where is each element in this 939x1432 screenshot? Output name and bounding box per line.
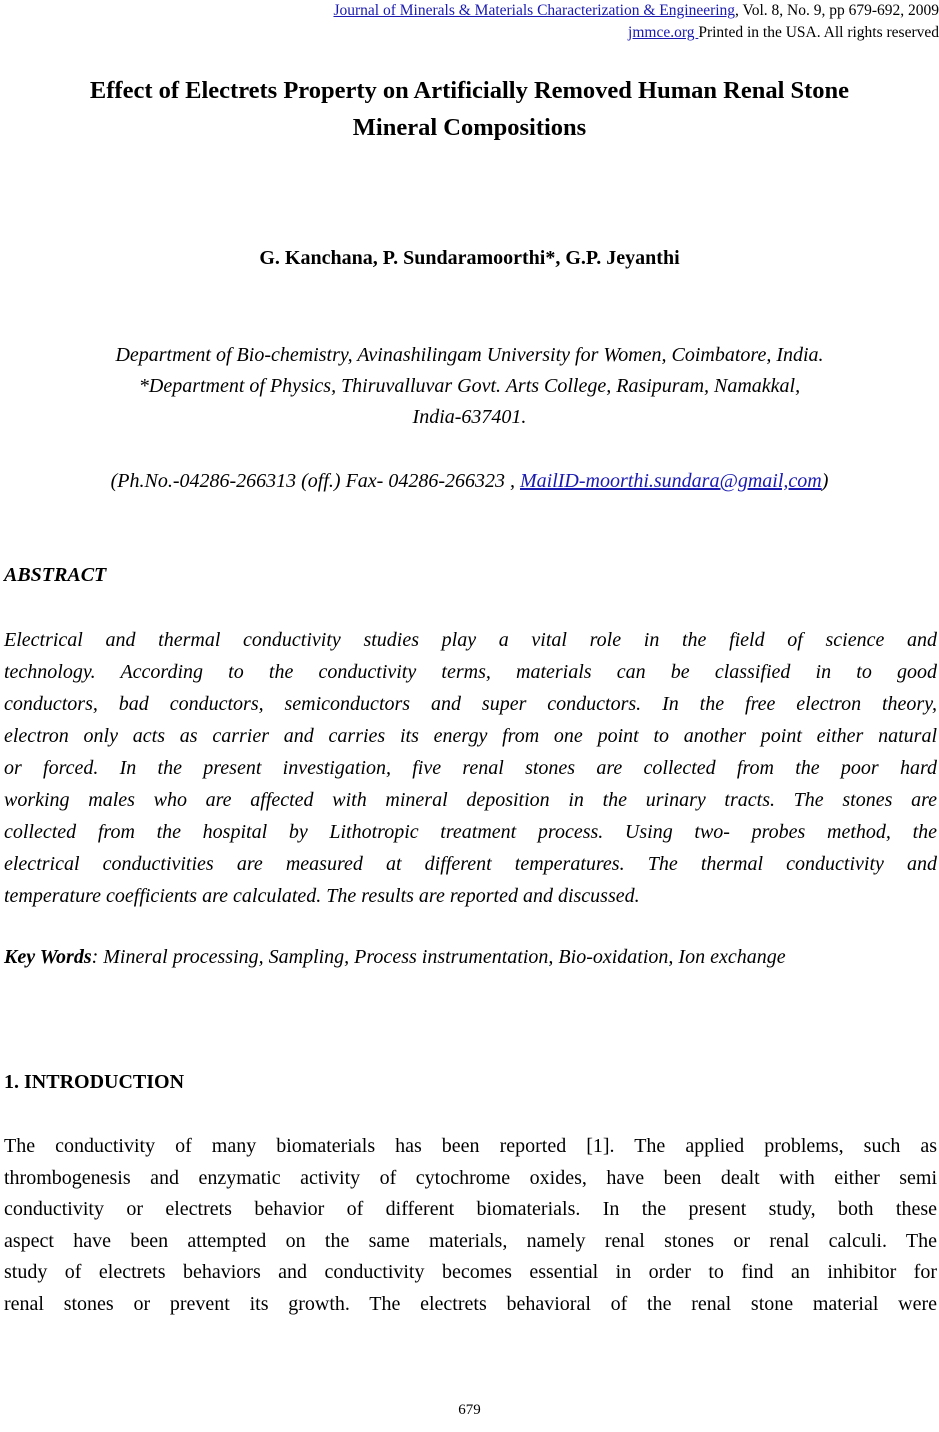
section-heading-introduction: 1. INTRODUCTION — [4, 1071, 185, 1093]
abstract-line: electrical conductivities are measured at different temperatures. The thermal conductivity and — [4, 853, 937, 875]
contact-info — [0, 466, 939, 496]
abstract-line: technology. According to the conductivity terms, materials can be classified in to good — [4, 661, 937, 683]
affiliation-line-1: Department of Bio-chemistry, Avinashilingam University for Women, Coimbatore, India. — [115, 344, 824, 366]
abstract-line: electron only acts as carrier and carries its energy from one point to another point either natural — [4, 725, 937, 747]
affiliation-line-2: *Department of Physics, Thiruvalluvar Govt. Arts College, Rasipuram, Namakkal, — [138, 375, 801, 397]
affiliations — [0, 340, 939, 433]
paper-title — [0, 72, 939, 146]
keywords — [4, 941, 884, 973]
title-line-1: Effect of Electrets Property on Artificially Removed Human Renal Stone — [89, 77, 850, 104]
abstract-line: or forced. In the present investigation, five renal stones are collected from the poor hard — [4, 757, 937, 779]
abstract-body — [4, 624, 937, 912]
journal-site-link[interactable]: jmmce.org — [628, 24, 699, 41]
intro-line: The conductivity of many biomaterials has been reported [1]. The applied problems, such as — [4, 1135, 937, 1157]
intro-line: thrombogenesis and enzymatic activity of cytochrome oxides, have been dealt with either semi — [4, 1166, 937, 1189]
abstract-line: Electrical and thermal conductivity studies play a vital role in the field of science and — [4, 629, 937, 651]
email-link[interactable]: MailID-moorthi.sundara@gmail,com — [520, 470, 822, 492]
journal-header — [0, 0, 939, 44]
keywords-text: : Mineral processing, Sampling, Process instrumentation, Bio-oxidation, Ion exchange — [91, 946, 786, 968]
abstract-line: conductors, bad conductors, semiconductors and super conductors. In the free electron theory, — [4, 693, 937, 715]
page-number: 679 — [458, 1402, 481, 1418]
intro-line: aspect have been attempted on the same materials, namely renal stones or renal calculi. The — [4, 1229, 937, 1252]
intro-line: study of electrets behaviors and conductivity becomes essential in order to find an inhibitor for — [4, 1261, 937, 1283]
abstract-line: temperature coefficients are calculated. The results are reported and discussed. — [4, 885, 640, 907]
journal-name-link[interactable]: Journal of Minerals & Materials Characterization & Engineering — [333, 2, 736, 19]
intro-line: conductivity or electrets behavior of different biomaterials. In the present study, both these — [4, 1198, 937, 1220]
keywords-label: Key Words — [4, 946, 92, 968]
introduction-body — [4, 1131, 937, 1320]
journal-details: , Vol. 8, No. 9, pp 679-692, 2009 — [735, 2, 939, 19]
contact-phone-fax: (Ph.No.-04286-266313 (off.) Fax- 04286-266323 , — [110, 470, 520, 492]
contact-suffix: ) — [821, 470, 829, 492]
abstract-line: collected from the hospital by Lithotropic treatment process. Using two- probes method, the — [4, 821, 937, 843]
abstract-line: working males who are affected with mineral deposition in the urinary tracts. The stones are — [4, 789, 937, 811]
affiliation-line-3: India-637401. — [412, 406, 527, 428]
intro-line: renal stones or prevent its growth. The electrets behavioral of the renal stone material were — [4, 1292, 937, 1315]
abstract-heading: ABSTRACT — [4, 564, 107, 586]
rights-notice: Printed in the USA. All rights reserved — [698, 24, 939, 41]
author-list: G. Kanchana, P. Sundaramoorthi*, G.P. Jeyanthi — [259, 247, 680, 269]
title-line-2: Mineral Compositions — [352, 114, 587, 141]
